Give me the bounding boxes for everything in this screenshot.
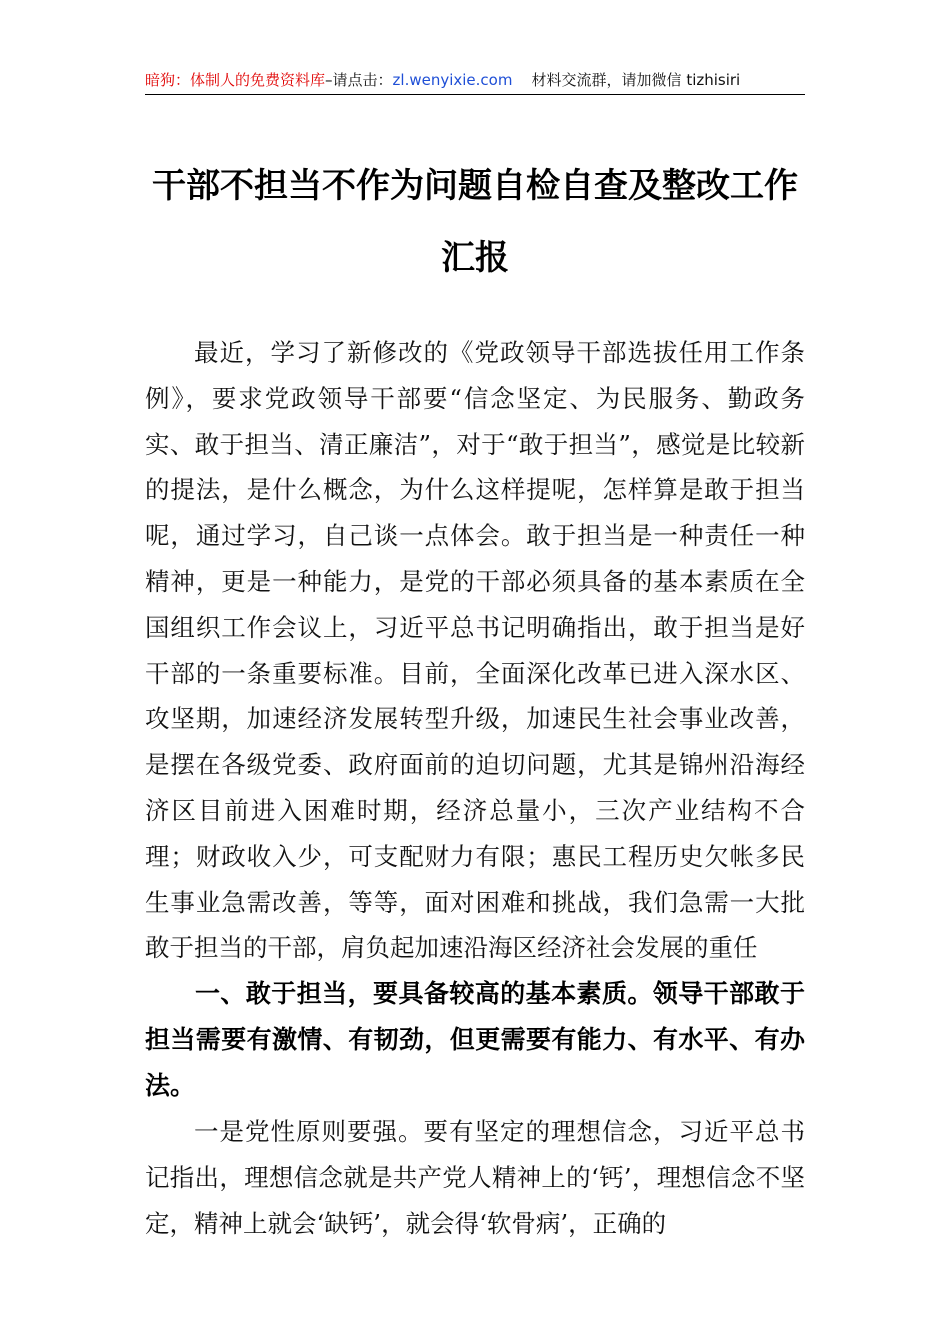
header-link-prompt: –请点击： xyxy=(325,71,393,89)
header-contact-text: 材料交流群，请加微信 tizhisiri xyxy=(531,71,741,89)
section-heading-1: 一、敢于担当，要具备较高的基本素质。领导干部敢于担当需要有激情、有韧劲，但更需要有能力、有水平、有办法。 xyxy=(145,979,805,1101)
header-divider xyxy=(145,94,805,95)
body-paragraph-party-principle: 一是党性原则要强。要有坚定的理想信念，习近平总书记指出，理想信念就是共产党人精神上的‘钙’，理想信念不坚定，精神上就会‘缺钙’，就会得‘软骨病’，正确的 xyxy=(145,1117,805,1238)
document-title: 干部不担当不作为问题自检自查及整改工作汇报 xyxy=(152,166,798,278)
document-body xyxy=(145,330,805,1247)
body-paragraph-intro: 最近，学习了新修改的《党政领导干部选拔任用工作条例》，要求党政领导干部要“信念坚定、为民服务、勤政务实、敢于担当、清正廉洁”，对于“敢于担当”，感觉是比较新的提法，是什么概念，为什么这样提呢，怎样算是敢于担当呢，通过学习，自己谈一点体会。敢于担当是一种责任一种精神，更是一种能力，是党的干部必须具备的基本素质在全国组织工作会议上，习近平总书记明确指出，敢于担当是好干部的一条重要标准。目前，全面深化改革已进入深水区、攻坚期，加速经济发展转型升级，加速民生社会事业改善，是摆在各级党委、政府面前的迫切问题，尤其是锦州沿海经济区目前进入困难时期，经济总量小，三次产业结构不合理；财政收入少，可支配财力有限；惠民工程历史欠帐多民生事业急需改善，等等，面对困难和挑战，我们急需一大批敢于担当的干部，肩负起加速沿海区经济社会发展的重任 xyxy=(145,338,805,963)
header-source-label: 暗狗：体制人的免费资料库 xyxy=(145,71,326,89)
page-header xyxy=(145,66,805,94)
header-url-link[interactable]: zl.wenyixie.com xyxy=(392,71,513,89)
